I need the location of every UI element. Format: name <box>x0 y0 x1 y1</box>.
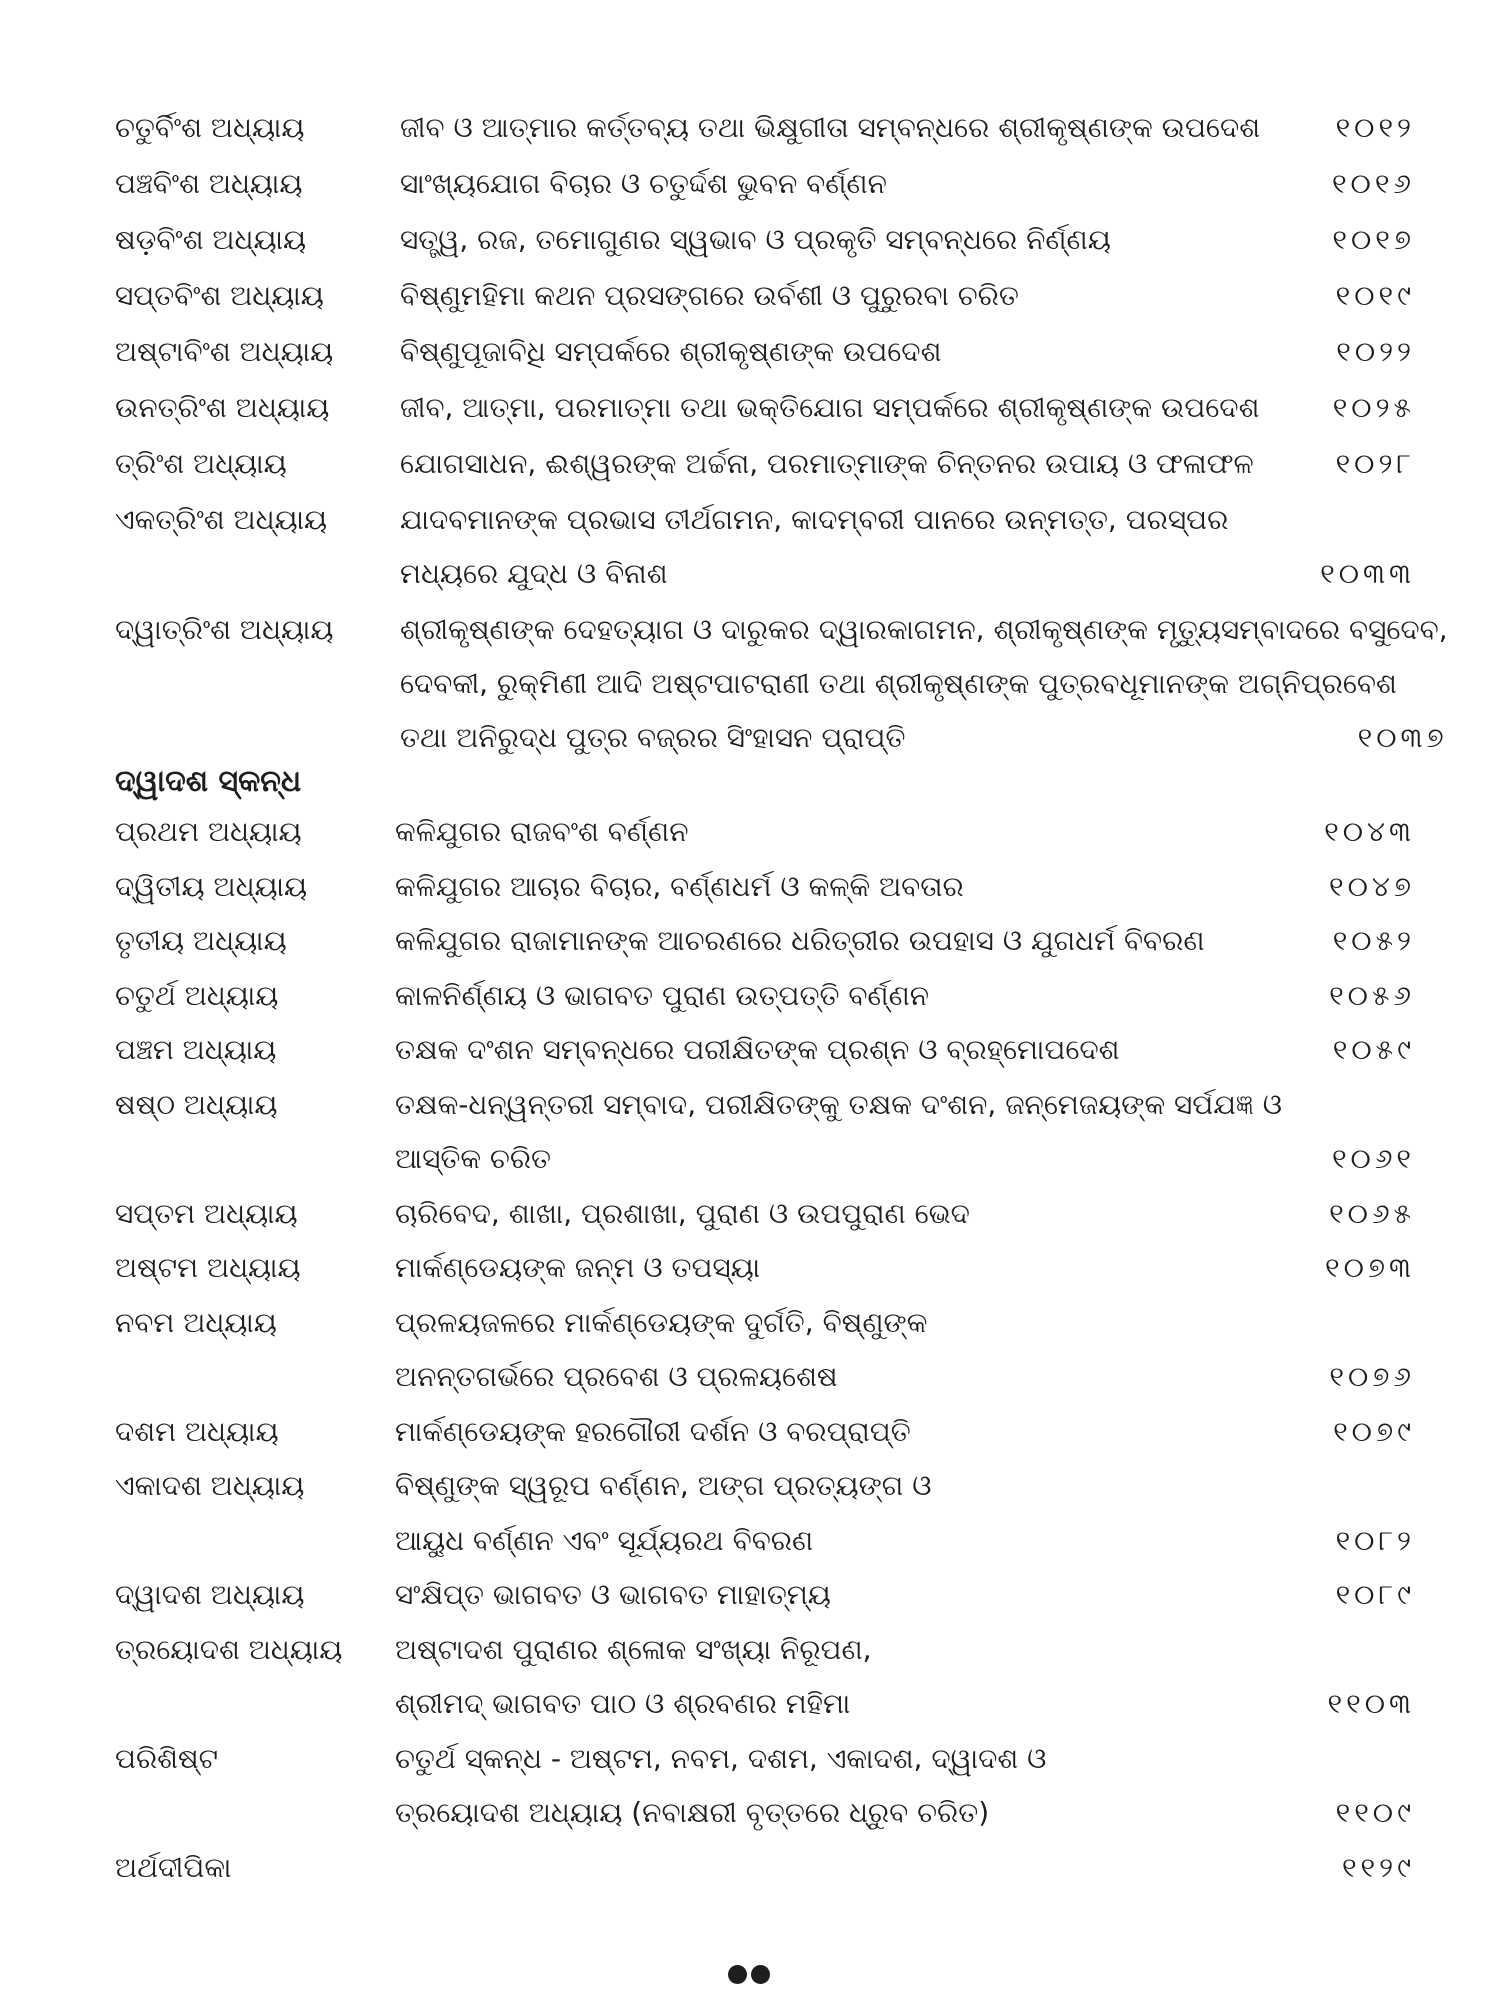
description-text: ଆୟୁଧ ବର୍ଣ୍ଣନ ଏବଂ ସୂର୍ଯ୍ୟରଥ ବିବରଣ <box>395 1523 814 1557</box>
chapter-label: ଦ୍ୱିତୀୟ ଅଧ୍ୟାୟ <box>115 869 308 903</box>
description-text: ଚତୁର୍ଥ ସ୍କନ୍ଧ - ଅଷ୍ଟମ, ନବମ, ଦଶମ, ଏକାଦଶ, ଦ୍ୱାଦଶ ଓ <box>395 1741 1047 1775</box>
chapter-label: ଦ୍ୱାତ୍ରିଂଶ ଅଧ୍ୟାୟ <box>115 613 334 646</box>
description-text: ତକ୍ଷକ ଦଂଶନ ସମ୍ବନ୍ଧରେ ପରୀକ୍ଷିତଙ୍କ ପ୍ରଶ୍ନ ଓ ବ୍ରହ୍ମୋପଦେଶ <box>395 1033 1120 1066</box>
toc-entry <box>115 220 1415 260</box>
description-text: ଜୀବ ଓ ଆତ୍ମାର କର୍ତ୍ତବ୍ୟ ତଥା ଭିକ୍ଷୁଗୀତା ସମ୍ବନ୍ଧରେ ଶ୍ରୀକୃଷ୍ଣଙ୍କ ଉପଦେଶ <box>400 111 1261 144</box>
chapter-description <box>395 1030 1415 1070</box>
description-line <box>395 1248 1415 1288</box>
chapter-label: ଚତୁର୍ଥ ଅଧ୍ୟାୟ <box>115 978 279 1012</box>
description-line <box>395 1085 1415 1140</box>
toc-entry <box>115 444 1415 484</box>
page-number: ୧୧୦୯ <box>1335 1796 1415 1829</box>
description-text: ବିଷ୍ଣୁଙ୍କ ସ୍ୱରୂପ ବର୍ଣ୍ଣନ, ଅଙ୍ଗ ପ୍ରତ୍ୟଙ୍ଗ ଓ <box>395 1469 932 1502</box>
description-text: ସଂକ୍ଷିପ୍ତ ଭାଗବତ ଓ ଭାଗବତ ମାହାତ୍ମ୍ୟ <box>395 1578 831 1611</box>
description-text: କଳିଯୁଗର ରାଜବଂଶ ବର୍ଣ୍ଣନ <box>395 815 689 848</box>
chapter-label: ଚତୁର୍ବିଂଶ ଅଧ୍ୟାୟ <box>115 111 305 144</box>
chapter-description <box>395 1412 1415 1452</box>
description-text: ସାଂଖ୍ୟଯୋଗ ବିଚାର ଓ ଚତୁର୍ଦ୍ଦଶ ଭୁବନ ବର୍ଣ୍ଣନ <box>400 167 887 200</box>
chapter-description <box>400 164 1415 204</box>
description-text: ଅଷ୍ଟାଦଶ ପୁରାଣର ଶ୍ଳୋକ ସଂଖ୍ୟା ନିରୂପଣ, <box>395 1632 872 1666</box>
toc-entry <box>115 1848 1415 1888</box>
chapter-label: ଷଡ଼ବିଂଶ ଅଧ୍ୟାୟ <box>115 223 307 256</box>
chapter-label: ତ୍ରିଂଶ ଅଧ୍ୟାୟ <box>115 447 287 480</box>
toc-entry <box>115 867 1415 907</box>
chapter-description <box>400 388 1415 428</box>
page-number: ୧୦୨୨ <box>1336 335 1415 368</box>
toc-entry <box>115 1412 1415 1452</box>
toc-entry <box>115 1303 1415 1398</box>
chapter-description <box>400 332 1415 372</box>
page-number: ୧୦୮୯ <box>1335 1578 1415 1611</box>
description-text: ମାର୍କଣ୍ଡେୟଙ୍କ ଜନ୍ମ ଓ ତପସ୍ୟା <box>395 1251 761 1284</box>
description-text: ତକ୍ଷକ-ଧନ୍ୱନ୍ତରୀ ସମ୍ବାଦ, ପରୀକ୍ଷିତଙ୍କୁ ତକ୍ଷକ ଦଂଶନ, ଜନ୍ମେଜୟଙ୍କ ସର୍ପଯଜ୍ଞ ଓ <box>395 1087 1283 1121</box>
page-number: ୧୦୧୨ <box>1335 111 1415 144</box>
chapter-label: ଅଷ୍ଟାବିଂଶ ଅଧ୍ୟାୟ <box>115 335 334 368</box>
chapter-description <box>400 610 1448 758</box>
description-line <box>395 1139 1415 1179</box>
description-line <box>400 610 1448 664</box>
description-line <box>395 1466 1415 1521</box>
toc-entry <box>115 332 1415 372</box>
chapter-label: ଏକତ୍ରିଂଶ ଅଧ୍ୟାୟ <box>115 503 328 536</box>
description-text: ସତ୍ତ୍ୱ, ରଜ, ତମୋଗୁଣର ସ୍ୱଭାବ ଓ ପ୍ରକୃତି ସମ୍ବନ୍ଧରେ ନିର୍ଣ୍ଣୟ <box>400 223 1111 256</box>
description-line <box>400 164 1415 204</box>
chapter-label: ଷଷ୍ଠ ଅଧ୍ୟାୟ <box>115 1087 278 1121</box>
description-text: ଆସ୍ତିକ ଚରିତ <box>395 1142 552 1175</box>
description-line <box>400 500 1415 554</box>
page-number: ୧୦୩୩ <box>1320 557 1415 590</box>
description-line <box>400 554 1415 594</box>
toc-entry <box>115 1194 1415 1234</box>
chapter-description <box>400 108 1415 148</box>
toc-entry <box>115 921 1415 961</box>
chapter-description <box>395 921 1415 961</box>
page-number: ୧୦୫୬ <box>1329 978 1415 1012</box>
chapter-label: ଅଷ୍ଟମ ଅଧ୍ୟାୟ <box>115 1251 301 1284</box>
description-line <box>395 812 1415 852</box>
chapter-label: ପରିଶିଷ୍ଟ <box>115 1741 219 1775</box>
chapter-label: ପଞ୍ଚମ ଅଧ୍ୟାୟ <box>115 1033 277 1066</box>
description-line <box>400 332 1415 372</box>
page-number: ୧୧୦୩ <box>1327 1687 1415 1720</box>
description-line <box>400 444 1415 484</box>
description-text: ଶ୍ରୀମଦ୍ ଭାଗବତ ପାଠ ଓ ଶ୍ରବଣର ମହିମା <box>395 1687 851 1720</box>
chapter-label: ଦଶମ ଅଧ୍ୟାୟ <box>115 1414 279 1448</box>
toc-entry <box>115 812 1415 852</box>
chapter-label: ତୃତୀୟ ଅଧ୍ୟାୟ <box>115 924 287 957</box>
page-number: ୧୦୨୫ <box>1332 391 1415 424</box>
description-line <box>395 1194 1415 1234</box>
section-heading-dwadasha-skandha: ଦ୍ୱାଦଶ ସ୍କନ୍ଧ <box>115 764 302 799</box>
page-number: ୧୦୮୨ <box>1335 1523 1415 1557</box>
page-number: ୧୦୫୨ <box>1332 924 1415 957</box>
chapter-description <box>400 220 1415 260</box>
description-line <box>395 1684 1415 1724</box>
description-line <box>395 1357 1415 1397</box>
description-text: ଅନନ୍ତଗର୍ଭରେ ପ୍ରବେଶ ଓ ପ୍ରଳୟଶେଷ <box>395 1360 838 1393</box>
description-text: ବିଷ୍ଣୁପୂଜାବିଧି ସମ୍ପର୍କରେ ଶ୍ରୀକୃଷ୍ଣଙ୍କ ଉପଦେଶ <box>400 335 942 368</box>
description-line <box>395 1630 1415 1685</box>
toc-entry <box>115 500 1415 594</box>
chapter-description <box>395 1248 1415 1288</box>
chapter-label: ସପ୍ତମ ଅଧ୍ୟାୟ <box>115 1196 298 1230</box>
chapter-description <box>395 812 1415 852</box>
description-text: କାଳନିର୍ଣ୍ଣୟ ଓ ଭାଗବତ ପୁରାଣ ଉତ୍ପତ୍ତି ବର୍ଣ୍ଣନ <box>395 978 930 1012</box>
chapter-description <box>395 1575 1415 1615</box>
toc-entry <box>115 1466 1415 1561</box>
description-text: କଳିଯୁଗର ରାଜାମାନଙ୍କ ଆଚରଣରେ ଧରିତ୍ରୀର ଉପହାସ ଓ ଯୁଗଧର୍ମ ବିବରଣ <box>395 924 1205 957</box>
page-number: ୧୦୨୮ <box>1335 447 1415 480</box>
toc-entry <box>115 388 1415 428</box>
description-text: ଯାଦବମାନଙ୍କ ପ୍ରଭାସ ତୀର୍ଥଗମନ, କାଦମ୍ବରୀ ପାନରେ ଉନ୍ମତ୍ତ, ପରସ୍ପର <box>400 503 1229 536</box>
page-number: ୧୦୧୭ <box>1332 223 1415 256</box>
description-line <box>395 976 1415 1016</box>
chapter-label: ନବମ ଅଧ୍ୟାୟ <box>115 1305 277 1339</box>
chapter-description <box>395 1630 1415 1725</box>
chapter-label: ଦ୍ୱାଦଶ ଅଧ୍ୟାୟ <box>115 1578 305 1611</box>
page-number: ୧୦୧୬ <box>1331 167 1415 200</box>
chapter-description <box>395 1085 1415 1180</box>
chapter-label: ସପ୍ତବିଂଶ ଅଧ୍ୟାୟ <box>115 279 324 312</box>
chapter-description <box>400 500 1415 594</box>
description-text: ଜୀବ, ଆତ୍ମା, ପରମାତ୍ମା ତଥା ଭକ୍ତିଯୋଗ ସମ୍ପର୍କରେ ଶ୍ରୀକୃଷ୍ଣଙ୍କ ଉପଦେଶ <box>400 391 1260 424</box>
page-number: ୧୦୭୩ <box>1324 1251 1415 1284</box>
page-number: ୧୦୬୧ <box>1331 1142 1415 1175</box>
toc-entry <box>115 1248 1415 1288</box>
toc-entry <box>115 976 1415 1016</box>
description-line <box>400 220 1415 260</box>
page-number-ornament <box>728 1965 770 1984</box>
page-number: ୧୦୬୫ <box>1329 1196 1415 1230</box>
description-text: ଦେବକୀ, ରୁକ୍ମିଣୀ ଆଦି ଅଷ୍ଟପାଟରାଣୀ ତଥା ଶ୍ରୀକୃଷ୍ଣଙ୍କ ପୁତ୍ରବଧୂମାନଙ୍କ ଅଗ୍ନିପ୍ରବେଶ <box>400 667 1397 700</box>
description-text: କଳିଯୁଗର ଆଚାର ବିଚାର, ବର୍ଣ୍ଣଧର୍ମ ଓ କଳ୍କି ଅବତାର <box>395 869 964 903</box>
page-number: ୧୦୪୩ <box>1324 815 1415 848</box>
description-text: ମାର୍କଣ୍ଡେୟଙ୍କ ହରଗୌରୀ ଦର୍ଶନ ଓ ବରପ୍ରାପ୍ତି <box>395 1414 911 1448</box>
chapter-description <box>395 1466 1415 1561</box>
toc-entry <box>115 276 1415 316</box>
description-text: ତଥା ଅନିରୁଦ୍ଧ ପୁତ୍ର ବଜ୍ରର ସିଂହାସନ ପ୍ରାପ୍ତି <box>400 721 906 754</box>
description-line <box>400 388 1415 428</box>
description-line <box>395 1412 1415 1452</box>
description-line <box>395 1030 1415 1070</box>
chapter-description <box>395 1303 1415 1398</box>
chapter-description <box>400 444 1415 484</box>
description-line <box>400 276 1415 316</box>
chapter-label: ପଞ୍ଚବିଂଶ ଅଧ୍ୟାୟ <box>115 167 303 200</box>
description-text: ତ୍ରୟୋଦଶ ଅଧ୍ୟାୟ (ନବାକ୍ଷରୀ ବୃତ୍ତରେ ଧ୍ରୁବ ଚରିତ) <box>395 1796 990 1829</box>
toc-entry <box>115 1085 1415 1180</box>
description-line <box>395 867 1415 907</box>
chapter-description <box>395 1194 1415 1234</box>
description-line <box>395 1848 1415 1888</box>
description-line <box>400 664 1448 718</box>
chapter-label: ତ୍ରୟୋଦଶ ଅଧ୍ୟାୟ <box>115 1632 343 1666</box>
page-number: ୧୦୫୯ <box>1332 1033 1415 1066</box>
chapter-label: ଉନତ୍ରିଂଶ ଅଧ୍ୟାୟ <box>115 391 330 424</box>
description-text: ଯୋଗସାଧନ, ଈଶ୍ୱରଙ୍କ ଅର୍ଚ୍ଚନା, ପରମାତ୍ମାଙ୍କ ଚିନ୍ତନର ଉପାୟ ଓ ଫଳାଫଳ <box>400 447 1254 480</box>
description-text: ମଧ୍ୟରେ ଯୁଦ୍ଧ ଓ ବିନାଶ <box>400 557 668 590</box>
toc-entry <box>115 164 1415 204</box>
description-text: ବିଷ୍ଣୁମହିମା କଥନ ପ୍ରସଙ୍ଗରେ ଉର୍ବଶୀ ଓ ପୁରୁରବା ଚରିତ <box>400 279 1019 312</box>
page-number: ୧୦୩୭ <box>1357 721 1448 754</box>
description-text: ପ୍ରଳୟଜଳରେ ମାର୍କଣ୍ଡେୟଙ୍କ ଦୁର୍ଗତି, ବିଷ୍ଣୁଙ୍କ <box>395 1305 928 1339</box>
toc-entry <box>115 108 1415 148</box>
toc-entry <box>115 1030 1415 1070</box>
page-number: ୧୦୭୬ <box>1329 1360 1415 1393</box>
toc-entry <box>115 1575 1415 1615</box>
chapter-label: ଏକାଦଶ ଅଧ୍ୟାୟ <box>115 1469 305 1502</box>
description-line <box>395 1739 1415 1794</box>
page-number: ୧୦୧୯ <box>1335 279 1415 312</box>
chapter-description <box>395 1848 1415 1888</box>
chapter-description <box>400 276 1415 316</box>
toc-block-dwadasha-skandha <box>115 812 1415 1902</box>
ornament-dot <box>728 1965 747 1984</box>
toc-entry <box>115 1630 1415 1725</box>
ornament-dot <box>751 1965 770 1984</box>
page-number: ୧୦୭୯ <box>1333 1414 1415 1448</box>
description-line <box>395 1521 1415 1561</box>
chapter-label: ଅର୍ଥଦୀପିକା <box>115 1850 232 1884</box>
description-text: ଶ୍ରୀକୃଷ୍ଣଙ୍କ ଦେହତ୍ୟାଗ ଓ ଦାରୁକର ଦ୍ୱାରକାଗମନ, ଶ୍ରୀକୃଷ୍ଣଙ୍କ ମୃତ୍ୟୁସମ୍ବାଦରେ ବସୁଦେବ, <box>400 613 1448 646</box>
toc-entry <box>115 1739 1415 1834</box>
description-line <box>395 1793 1415 1833</box>
description-line <box>395 1303 1415 1358</box>
toc-entry <box>115 610 1448 758</box>
description-line <box>395 1575 1415 1615</box>
description-text: ଚାରିବେଦ, ଶାଖା, ପ୍ରଶାଖା, ପୁରାଣ ଓ ଉପପୁରାଣ ଭେଦ <box>395 1196 970 1230</box>
chapter-description <box>395 976 1415 1016</box>
page-number: ୧୧୨୯ <box>1341 1850 1415 1884</box>
chapter-description <box>395 867 1415 907</box>
chapter-description <box>395 1739 1415 1834</box>
chapter-label: ପ୍ରଥମ ଅଧ୍ୟାୟ <box>115 815 302 848</box>
description-line <box>400 108 1415 148</box>
toc-block-ekadasha-skandha <box>115 108 1448 774</box>
description-line <box>400 718 1448 758</box>
page-number: ୧୦୪୭ <box>1329 869 1415 903</box>
description-line <box>395 921 1415 961</box>
